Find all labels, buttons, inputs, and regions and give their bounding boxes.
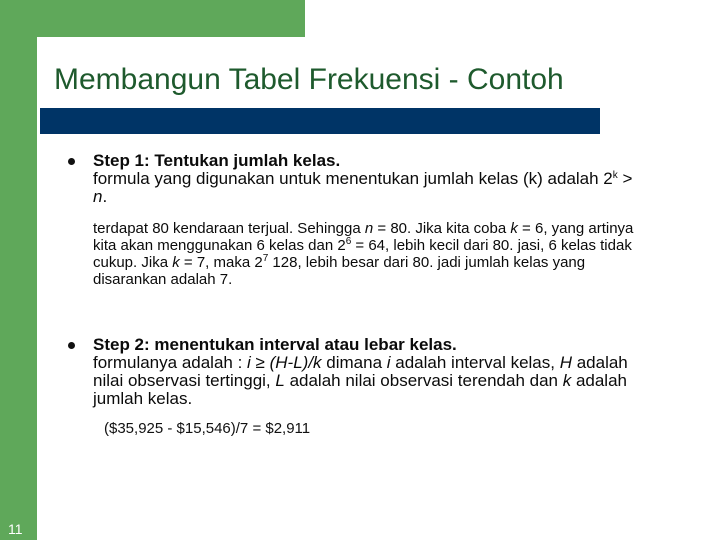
step2-block [93, 336, 638, 408]
step2-heading: Step 2: menentukan interval atau lebar kelas. [93, 335, 457, 354]
left-green-band [0, 0, 37, 540]
step1-heading: Step 1: Tentukan jumlah kelas. [93, 151, 341, 170]
step1-formula: formula yang digunakan untuk menentukan jumlah kelas (k) adalah $2^k > n$. [93, 169, 633, 206]
step1-block [93, 152, 638, 206]
page-number: 11 [8, 521, 23, 537]
slide-title: Membangun Tabel Frekuensi - Contoh [54, 63, 564, 96]
step1-example: terdapat 80 kendaraan terjual. Sehingga n = 80. Jika kita coba k = 6, yang artinya kita akan menggunakan 6 kelas dan $2^6 = 64$, lebih kecil dari 80. jasi, 6 kelas tidak cukup. Jika k = 7, maka $2^7$ 128, lebih besar dari 80. jadi jumlah kelas yang disarankan adalah 7. [93, 220, 634, 288]
top-green-band [37, 0, 305, 37]
step2-text: formulanya adalah : i ≥ (H-L)/k dimana i adalah interval kelas, H adalah nilai observasi tertinggi, L adalah nilai observasi terendah dan k adalah jumlah kelas. [93, 353, 628, 408]
title-underline-bar [40, 108, 600, 134]
step2-calculation: ($35,925 - $15,546)/7 = $2,911 [104, 420, 311, 437]
bullet-icon [68, 342, 75, 349]
bullet-icon [68, 158, 75, 165]
